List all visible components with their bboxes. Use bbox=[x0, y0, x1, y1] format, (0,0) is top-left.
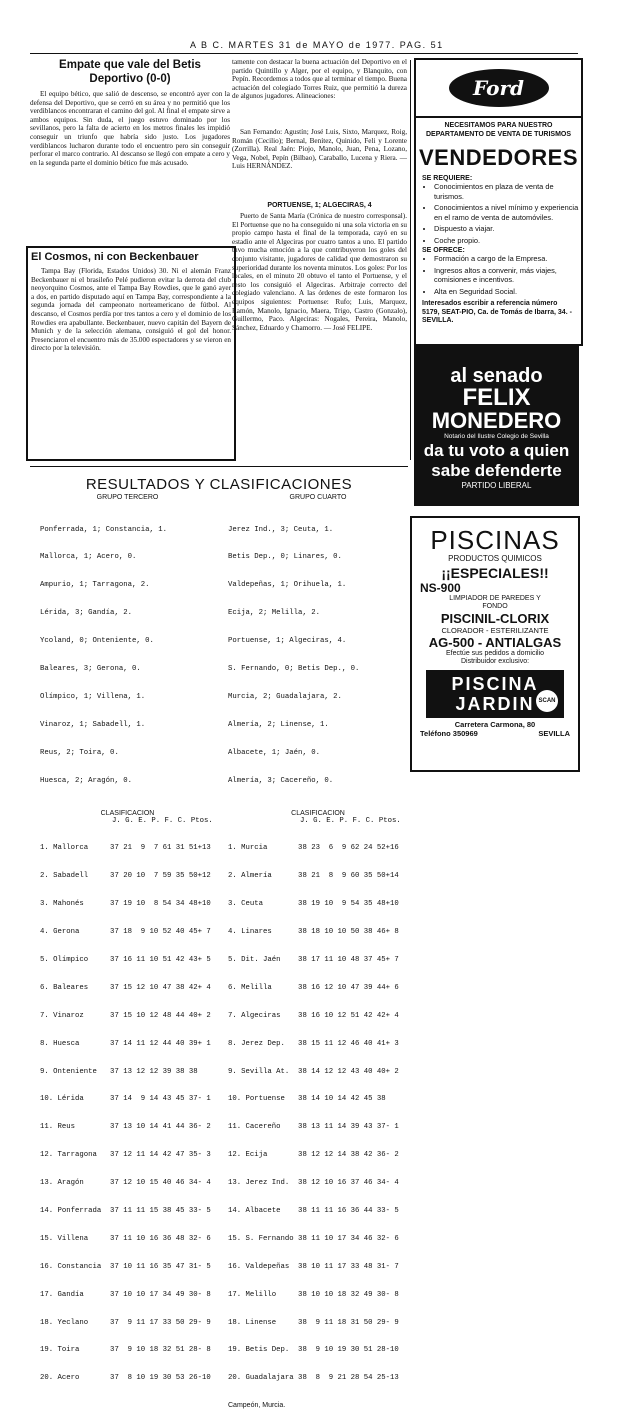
table-row: 10. Portuense 38 14 10 14 42 45 38 bbox=[228, 1095, 386, 1104]
table-row: 1. Mallorca 37 21 9 7 61 31 51+13 bbox=[40, 844, 211, 853]
article-cosmos bbox=[26, 246, 236, 461]
article-cosmos-body: Tampa Bay (Florida, Estados Unidos) 30. Ni el alemán Franz Beckenbauer ni el brasileño Pelé pudieron evitar la derrota del club neoyorquino Cosmos, ante el Tampa Bay Rowdies, que le ganó ayer a dos, en partido disputado aquí en Tampa Bay, correspondiente a la segunda jornada del campeonato norteamericano de fútbol. Al descanso, el Cosmos perdía por tres tantos a cero y el dominio de los Rowdies era apabullante. Beckenbauer, nuevo capitán del Bayern de Munich y de la selección alemana, consiguió el gol del honor. Presenciaron el encuentro más de 35.000 espectadores y se vieron en directo por la televisión. bbox=[31, 267, 231, 353]
piscinas-ad bbox=[410, 516, 580, 772]
table-row: 20. Acero 37 8 10 19 30 53 26-10 bbox=[40, 1374, 211, 1383]
table-row: 7. Vinaroz 37 15 10 12 48 44 40+ 2 bbox=[40, 1011, 211, 1020]
list-item: • Formación a cargo de la Empresa. bbox=[434, 254, 581, 264]
monedero-line4: da tu voto a quien bbox=[423, 441, 570, 460]
table-row: 15. S. Fernando 38 11 10 17 34 46 32- 6 bbox=[228, 1234, 399, 1243]
group4-title: GRUPO CUARTO bbox=[289, 494, 347, 501]
list-item: Lérida, 3; Gandía, 2. bbox=[40, 609, 132, 618]
table-row: 6. Baleares 37 15 12 10 47 38 42+ 4 bbox=[40, 983, 211, 992]
piscinas-brand-box bbox=[426, 670, 564, 718]
piscinas-ns: NS-900 bbox=[420, 581, 461, 595]
article-lineups: San Fernando: Agustín; José Luis, Sixto, Marquez, Roig, Román (Cecilio); Bernal, Benítez, Quinido, Feli y Lorente (Zorrilla). Real Jaén: Piojo, Manolo, Juan, Pena, Lozano, Vega, Nobel, Pepín (Bilbao), Caraballo, Lucena y Riera. — Luis HERNÁNDEZ. bbox=[232, 128, 407, 171]
list-item: • Dispuesto a viajar. bbox=[434, 224, 581, 234]
table-row: 11. Reus 37 13 10 14 41 44 36- 2 bbox=[40, 1123, 211, 1132]
list-item: Mallorca, 1; Acero, 0. bbox=[40, 553, 137, 562]
list-item: Olímpico, 1; Villena, 1. bbox=[40, 692, 146, 701]
piscinas-ag: AG-500 - ANTIALGAS bbox=[428, 635, 562, 650]
monedero-line1: al senado bbox=[450, 365, 543, 387]
list-item: Albacete, 1; Jaén, 0. bbox=[228, 748, 320, 757]
list-item: Betis Dep., 0; Linares, 0. bbox=[228, 553, 342, 562]
table-row: 5. Olímpico 37 16 11 10 51 42 43+ 5 bbox=[40, 955, 211, 964]
ford-logo-text: Ford bbox=[473, 76, 524, 100]
monedero-sub: Notario del Ilustre Colegio de Sevilla bbox=[444, 433, 549, 440]
list-item: Jerez Ind., 3; Ceuta, 1. bbox=[228, 525, 334, 534]
table-row: 6. Melilla 38 16 12 10 47 39 44+ 6 bbox=[228, 983, 399, 992]
list-item: S. Fernando, 0; Betis Dep., 0. bbox=[228, 665, 360, 674]
piscinas-title: PISCINAS bbox=[430, 525, 560, 555]
table-row: 1. Murcia 38 23 6 9 62 24 52+16 bbox=[228, 844, 399, 853]
table-row: 14. Ponferrada 37 11 11 15 38 45 33- 5 bbox=[40, 1206, 211, 1215]
table-row: 17. Melillo 38 10 10 18 32 49 30- 8 bbox=[228, 1290, 399, 1299]
table-row: 19. Toira 37 9 10 18 32 51 28- 8 bbox=[40, 1346, 211, 1355]
list-item: Murcia, 2; Guadalajara, 2. bbox=[228, 692, 342, 701]
list-item: • Conocimientos a nivel mínimo y experiencia en el ramo de venta de automóviles. bbox=[434, 203, 581, 222]
monedero-line5: sabe defenderte bbox=[431, 461, 562, 480]
group4-table-header: J. G. E. P. F. C. Ptos. bbox=[300, 816, 401, 825]
table-row: 3. Ceuta 38 19 10 9 54 35 48+10 bbox=[228, 900, 399, 909]
table-row: 13. Jerez Ind. 38 12 10 16 37 46 34- 4 bbox=[228, 1179, 399, 1188]
ford-ad bbox=[414, 58, 583, 346]
article-betis bbox=[30, 58, 230, 240]
piscinas-specials: ¡¡ESPECIALES!! bbox=[441, 565, 549, 581]
header-rule bbox=[30, 53, 578, 54]
table-row: 15. Villena 37 11 10 16 36 48 32- 6 bbox=[40, 1234, 211, 1243]
list-item: Portuense, 1; Algeciras, 4. bbox=[228, 637, 347, 646]
article-bottom-body: Puerto de Santa María (Crónica de nuestro corresponsal). El Portuense que no ha conseguido ni una sola victoria en su propio campo hasta el final de la temporada, cayó en su estadio ante el Algeciras por cuatro tantos a uno. El partido tuvo mucha emoción a la que contribuyeron los goles del conjunto visitante, jugadores de calidad que demostraron su superioridad durante los noventa minutos. Los goles: Por los locales, en el minuto 20 obtuvo el tanto el Portuense, y el resto los consiguió el Algeciras. Arbitraje correcto del colegiado valenciano. A las órdenes de este formaron los equipos siguientes: Portuense: Rufo; Luis, Marquez, Ramón, Manolo, Ignacio, Maera, Trigo, Castro (Gonzalo), Guillermo, Paco. Algeciras: Nogales, Pereira, Manolo, Sánchez, Eduardo y Chamorro. — José FELIPE. bbox=[232, 212, 407, 332]
list-item: Ecija, 2; Melilla, 2. bbox=[228, 609, 320, 618]
monedero-party: PARTIDO LIBERAL bbox=[461, 481, 532, 490]
list-item: • Alta en Seguridad Social. bbox=[434, 287, 581, 297]
list-item: Valdepeñas, 1; Orihuela, 1. bbox=[228, 581, 347, 590]
piscinas-pedidos: Efectúe sus pedidos a domicilio Distribuidor exclusivo: bbox=[445, 650, 545, 665]
table-row: 12. Tarragona 37 12 11 14 42 47 35- 3 bbox=[40, 1151, 211, 1160]
group3-results bbox=[40, 507, 215, 805]
results-title: RESULTADOS Y CLASIFICACIONES bbox=[85, 476, 353, 493]
piscinas-city: SEVILLA bbox=[538, 729, 570, 738]
table-row: 9. Sevilla At. 38 14 12 12 43 40 40+ 2 bbox=[228, 1067, 399, 1076]
piscinas-footer bbox=[412, 729, 578, 738]
group3-class-title: CLASIFICACION bbox=[100, 809, 155, 817]
group3-table-header: J. G. E. P. F. C. Ptos. bbox=[112, 816, 213, 825]
table-row: 12. Ecija 38 12 12 14 38 42 36- 2 bbox=[228, 1151, 399, 1160]
table-row: 18. Yeclano 37 9 11 17 33 50 29- 9 bbox=[40, 1318, 211, 1327]
ford-offers-label: SE OFRECE: bbox=[422, 247, 465, 254]
table-row: 10. Lérida 37 14 9 14 43 45 37- 1 bbox=[40, 1095, 211, 1104]
monedero-ad bbox=[414, 346, 579, 506]
piscinas-phone: Teléfono 350969 bbox=[420, 729, 478, 738]
table-row: 4. Gerona 37 18 9 10 52 40 45+ 7 bbox=[40, 928, 211, 937]
group4-results bbox=[228, 507, 408, 805]
table-row: 11. Cacereño 38 13 11 14 39 43 37- 1 bbox=[228, 1123, 399, 1132]
results-top-rule bbox=[30, 466, 408, 467]
list-item: Almería, 2; Linense, 1. bbox=[228, 720, 329, 729]
table-row: 3. Mahonés 37 19 10 8 54 34 48+10 bbox=[40, 900, 211, 909]
table-row: 7. Algeciras 38 16 10 12 51 42 42+ 4 bbox=[228, 1011, 399, 1020]
piscinas-sub: PRODUCTOS QUIMICOS bbox=[448, 554, 542, 563]
article-top-body: tamente con destacar la buena actuación del Deportivo en el partido Quintillo y Alger, por el equipo, y Blanquito, con Pepín. Recordemos a todos que al terminar el tiempo. Buena actuación del colegiado Torres Ruiz, que permitió la dureza de algunos jugadores. Alineaciones: bbox=[232, 58, 407, 101]
table-row: 17. Gandía 37 10 10 17 34 49 30- 8 bbox=[40, 1290, 211, 1299]
ford-offers-list bbox=[422, 254, 581, 296]
monedero-line2: FELIX bbox=[462, 384, 531, 411]
piscinas-clorador: CLORADOR - ESTERILIZANTE bbox=[441, 626, 549, 635]
group4 bbox=[228, 494, 408, 1409]
article-betis-title-line2: Deportivo (0-0) bbox=[89, 73, 171, 85]
ford-logo bbox=[449, 69, 549, 107]
table-row: 2. Sabadell 37 20 10 7 59 35 50+12 bbox=[40, 872, 211, 881]
article-betis-title-line1: Empate que vale del Betis bbox=[59, 59, 201, 71]
list-item: Ycoland, 0; Onteniente, 0. bbox=[40, 637, 154, 646]
ford-requirements-list bbox=[422, 182, 581, 245]
list-item: Reus, 2; Toira, 0. bbox=[40, 748, 119, 757]
ford-contact: Interesados escribir a referencia número 5179, SEAT-PIO, Ca. de Tomás de Ibarra, 34. - SEVILLA. bbox=[422, 300, 572, 324]
monedero-line3: MONEDERO bbox=[431, 408, 562, 433]
ford-logo-box bbox=[416, 60, 581, 118]
table-row: 16. Valdepeñas 38 10 11 17 33 48 31- 7 bbox=[228, 1262, 399, 1271]
article-cosmos-title: El Cosmos, ni con Beckenbauer bbox=[31, 251, 199, 263]
scan-badge: SCAN bbox=[536, 690, 558, 712]
table-row: 4. Linares 38 18 10 10 50 38 46+ 8 bbox=[228, 928, 399, 937]
page-header: A B C. MARTES 31 de MAYO de 1977. PAG. 51 bbox=[190, 40, 444, 50]
article-subhead: PORTUENSE, 1; ALGECIRAS, 4 bbox=[267, 202, 372, 209]
table-row: 20. Guadalajara 38 8 9 21 28 54 25-13 bbox=[228, 1374, 399, 1383]
table-row: 18. Linense 38 9 11 18 31 50 29- 9 bbox=[228, 1318, 399, 1327]
article-results-column bbox=[232, 58, 407, 460]
piscinas-brand1: PISCINA bbox=[451, 674, 539, 694]
list-item: Huesca, 2; Aragón, 0. bbox=[40, 776, 132, 785]
article-betis-title bbox=[30, 58, 230, 86]
list-item: Ampurio, 1; Tarragona, 2. bbox=[40, 581, 150, 590]
group4-table bbox=[228, 826, 408, 1402]
table-row: 5. Dit. Jaén 38 17 11 10 48 37 45+ 7 bbox=[228, 955, 399, 964]
list-item: • Ingresos altos a convenir, más viajes, comisiones e incentivos. bbox=[434, 266, 581, 285]
table-row: 19. Betis Dep. 38 9 10 19 30 51 28-10 bbox=[228, 1346, 399, 1355]
ford-top-text: NECESITAMOS PARA NUESTRO DEPARTAMENTO DE VENTA DE TURISMOS bbox=[425, 122, 572, 138]
group4-footer: Campeón, Murcia. bbox=[228, 1402, 286, 1409]
list-item: Ponferrada, 1; Constancia, 1. bbox=[40, 525, 167, 534]
column-rule bbox=[410, 60, 411, 460]
table-row: 14. Albacete 38 11 11 16 36 44 33- 5 bbox=[228, 1206, 399, 1215]
table-row: 2. Almería 38 21 8 9 60 35 50+14 bbox=[228, 872, 399, 881]
ford-requires-label: SE REQUIERE: bbox=[422, 175, 473, 182]
table-row: 13. Aragón 37 12 10 15 40 46 34- 4 bbox=[40, 1179, 211, 1188]
group3 bbox=[40, 494, 215, 1402]
piscinas-brand2: JARDIN bbox=[455, 694, 535, 714]
group3-table bbox=[40, 826, 215, 1402]
group4-class-title: CLASIFICACION bbox=[291, 809, 345, 817]
article-betis-body: El equipo bético, que salió de descenso, se encontró ayer con la defensa del Deportivo, que se cerró en su área y no permitió que los verdiblancos encontraran el camino del gol. Al final el empate sirve a ambos equipos. Sin duda, el juego estuvo dominado por los sevillanos, pero la falta de acierto en los metros finales les impidió conseguir un triunfo que habría sido justo. Los jugadores verdiblancos lucharon durante todo el encuentro pero sin conseguir perforar el marco contrario. Al descanso se llegó con empate a cero y en la segunda parte el dominio bético fue más acusado. bbox=[30, 90, 230, 167]
list-item: Almería, 3; Cacereño, 0. bbox=[228, 776, 334, 785]
piscinas-clorix: PISCINIL-CLORIX bbox=[440, 611, 550, 626]
table-row: 9. Onteniente 37 13 12 12 39 38 38 bbox=[40, 1067, 198, 1076]
table-row: 8. Huesca 37 14 11 12 44 40 39+ 1 bbox=[40, 1039, 211, 1048]
ford-title: VENDEDORES bbox=[418, 145, 579, 170]
table-row: 8. Jerez Dep. 38 15 11 12 46 40 41+ 3 bbox=[228, 1039, 399, 1048]
table-row: 16. Constancia 37 10 11 16 35 47 31- 5 bbox=[40, 1262, 211, 1271]
group3-title: GRUPO TERCERO bbox=[96, 494, 159, 501]
list-item: • Coche propio. bbox=[434, 236, 581, 246]
piscinas-limp: LIMPIADOR DE PAREDES Y FONDO bbox=[449, 595, 541, 610]
list-item: Baleares, 3; Gerona, 0. bbox=[40, 665, 141, 674]
list-item: Vinaroz, 1; Sabadell, 1. bbox=[40, 720, 146, 729]
piscinas-address: Carretera Carmona, 80 bbox=[454, 720, 536, 729]
list-item: • Conocimientos en plaza de venta de turismos. bbox=[434, 182, 581, 201]
